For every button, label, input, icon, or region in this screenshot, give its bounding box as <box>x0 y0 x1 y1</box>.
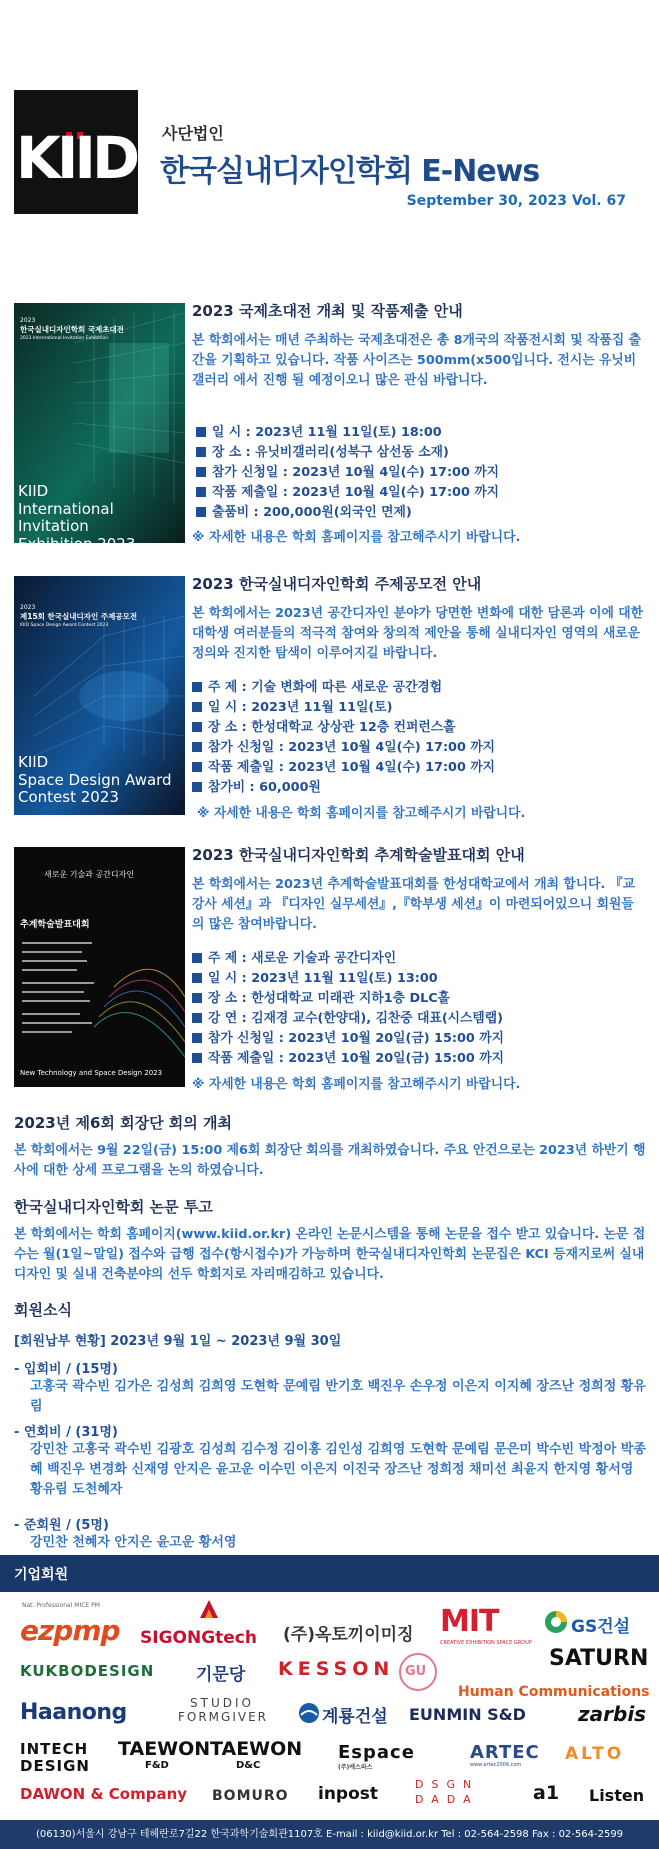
poster-background <box>14 847 185 1087</box>
sponsor-logo: SIGONGtech <box>140 1628 257 1648</box>
member-names: 강민찬 천혜자 안지은 윤고운 황서영 <box>30 1535 237 1550</box>
list-item: 출품비 : 200,000원(외국인 면제) <box>196 503 644 523</box>
issue-date: September 30, 2023 Vol. 67 <box>406 193 626 209</box>
note: ※ 자세한 내용은 학회 홈페이지를 참고해주시기 바랍니다. <box>192 530 521 545</box>
poster-title: 추계학술발표대회 <box>20 920 90 930</box>
section-autumn-conference <box>192 844 644 1092</box>
list-item: 참가 신청일 : 2023년 10월 4일(수) 17:00 까지 <box>192 738 644 758</box>
footer-contact: (06130)서울시 강남구 테헤란로7길22 한국과학기술회관1107호 E-mail : kiid@kiid.or.kr Tel : 02-564-2598 Fax : 02-564-2599 <box>0 1820 659 1849</box>
list-item: 주 제 : 새로운 기술과 공간디자인 <box>192 949 644 969</box>
sponsor-logo: FORMGIVER <box>178 1710 269 1724</box>
logo-text: KIID <box>15 124 137 192</box>
poster-title: 한국실내디자인학회 국제초대전 <box>20 325 125 334</box>
poster-subtitle: KIID Space Design Award Contest 2023 <box>20 623 109 628</box>
list-item: 장 소 : 유닛비갤러리(성북구 삼선동 소재) <box>196 443 644 463</box>
note: ※ 자세한 내용은 학회 홈페이지를 참고해주시기 바랍니다. <box>192 1077 521 1092</box>
poster-subtitle: 2023 International Invitation Exhibition <box>20 336 109 341</box>
sponsor-logo: GS건설 <box>571 1617 631 1637</box>
members-period: [회원납부 현황] 2023년 9월 1일 ~ 2023년 9월 30일 <box>14 1334 342 1349</box>
list-item: 일 시 : 2023년 11월 11일(토) 18:00 <box>196 423 644 443</box>
member-names: 고홍국 곽수빈 김가은 김성희 김희영 도현학 문예림 반기호 백진우 손우정 이은지 이지혜 장즈난 정희정 황유림 <box>30 1379 646 1414</box>
sponsor-logo: STUDIO <box>190 1696 254 1710</box>
list-item: 작품 제출일 : 2023년 10월 4일(수) 17:00 까지 <box>196 483 644 503</box>
section-paper-submission <box>14 1196 646 1285</box>
sponsor-logo: BOMURO <box>212 1788 289 1804</box>
sponsor-logo: SATURN <box>549 1646 649 1671</box>
org-prefix: 사단법인 <box>162 124 224 143</box>
sponsor-logo: TAEWON <box>210 1738 303 1760</box>
sponsor-logo: EUNMIN S&D <box>409 1705 526 1724</box>
sponsor-logo: ezpmp <box>20 1614 120 1647</box>
sponsor-logo: www.artec2006.com <box>470 1762 522 1768</box>
section-body: 본 학회에서는 매년 주최하는 국제초대전은 총 8개국의 작품전시회 및 작품집 출간을 기획하고 있습니다. 작품 사이즈는 500mm(x500입니다. 전시는 유닛비갤러리 에서 진행 될 예정이오니 많은 관심 바랍니다. <box>192 333 642 388</box>
list-item: 장 소 : 한성대학교 미래관 지하1층 DLC홀 <box>192 989 644 1009</box>
gs-logo-icon <box>544 1610 568 1634</box>
list-item: 일 시 : 2023년 11월 11일(토) 13:00 <box>192 969 644 989</box>
sponsor-logos <box>0 1592 659 1819</box>
sponsor-logo: Human Communications <box>458 1684 650 1700</box>
sponsor-logo: Espace <box>338 1742 415 1763</box>
section-board-meeting <box>14 1112 646 1181</box>
section-international-exhibition <box>192 300 644 545</box>
detail-list <box>192 678 644 798</box>
section-body: 본 학회에서는 학회 홈페이지(www.kiid.or.kr) 온라인 논문시스템을 통해 논문을 접수 받고 있습니다. 논문 접수는 월(1일~말일) 접수와 급행 접수(항시접수)가 가능하며 한국실내디자인학회 논문집은 KCI 등재지로써 실내디자인 및 실내 건축분야의 선두 학회지로 자리매김하고 있습니다. <box>14 1227 646 1282</box>
section-title: 한국실내디자인학회 논문 투고 <box>14 1198 213 1216</box>
sponsor-logo: (주)옥토끼이미징 <box>283 1625 414 1645</box>
member-names: 강민찬 고홍국 곽수빈 김광호 김성희 김수정 김이홍 김인성 김희영 도현학 문예림 문은미 박수빈 박정아 박종혜 백진우 변경화 신재영 안지은 윤고운 이수민 이은지 이진국 장즈난 정희정 채미선 최윤지 한지영 황서영 황유림 도천혜자 <box>30 1442 646 1497</box>
sponsor-logo: KUKBODESIGN <box>20 1662 155 1680</box>
section-title: 2023 한국실내디자인학회 주제공모전 안내 <box>192 575 482 593</box>
list-item: 일 시 : 2023년 11월 11일(토) <box>192 698 644 718</box>
list-item: 작품 제출일 : 2023년 10월 4일(수) 17:00 까지 <box>192 758 644 778</box>
poster-design-award[interactable] <box>14 576 185 815</box>
sponsor-logo: Listen <box>589 1786 645 1805</box>
sponsor-logo: KESSON <box>278 1658 395 1680</box>
list-item: 주 제 : 기술 변화에 따른 새로운 공간경험 <box>192 678 644 698</box>
section-design-award <box>192 573 644 821</box>
list-item: 강 연 : 김재경 교수(한양대), 김찬중 대표(시스템랩) <box>192 1009 644 1029</box>
poster-footer: New Technology and Space Design 2023 <box>20 1069 163 1077</box>
list-item: 장 소 : 한성대학교 상상관 12층 컨퍼런스홀 <box>192 718 644 738</box>
section-title: 2023년 제6회 회장단 회의 개최 <box>14 1114 232 1132</box>
poster-theme: 새로운 기술과 공간디자인 <box>44 870 135 879</box>
sponsors-title: 기업회원 <box>14 1567 69 1583</box>
note: ※ 자세한 내용은 학회 홈페이지를 참고해주시기 바랍니다. <box>197 806 526 821</box>
sponsor-logo: Nat. Professional MICE PM <box>22 1602 100 1609</box>
sponsor-logo: DSGN <box>415 1778 480 1791</box>
kiid-logo <box>14 90 138 214</box>
gyeryong-logo-icon <box>298 1702 320 1724</box>
sponsor-logo: Haanong <box>20 1700 127 1725</box>
sponsor-logo: DESIGN <box>20 1757 90 1775</box>
poster-big-title: KIID International Invitation Exhibition 2023 <box>18 482 136 554</box>
list-item: 참가 신청일 : 2023년 10월 4일(수) 17:00 까지 <box>196 463 644 483</box>
poster-autumn-conference[interactable] <box>14 847 185 1087</box>
section-title: 2023 한국실내디자인학회 추계학술발표대회 안내 <box>192 846 525 864</box>
list-item: 작품 제출일 : 2023년 10월 20일(금) 15:00 까지 <box>192 1049 644 1069</box>
sponsor-logo: F&D <box>145 1760 169 1771</box>
sigong-bird-icon <box>198 1598 220 1622</box>
member-group-label: - 입회비 / (15명) <box>14 1362 118 1377</box>
member-group-label: - 준회원 / (5명) <box>14 1518 109 1533</box>
poster-title: 제15회 한국실내디자인 주제공모전 <box>20 612 138 621</box>
sponsors-header <box>0 1555 659 1592</box>
sponsor-logo: MIT <box>440 1604 499 1639</box>
sponsor-logo: 계룡건설 <box>322 1707 388 1727</box>
detail-list <box>192 423 644 523</box>
section-body: 본 학회에서는 2023년 추계학술발표대회를 한성대학교에서 개최 합니다. 『교강사 세션』과 『디자인 실무세션』,『학부생 세션』이 마련되어있으니 회원들의 많은 참여바랍니다. <box>192 877 635 932</box>
poster-year: 2023 <box>20 604 36 611</box>
sponsor-logo: ALTO <box>565 1744 625 1764</box>
sponsor-logo: zarbis <box>578 1702 647 1726</box>
sponsor-logo: DAWON & Company <box>20 1785 188 1803</box>
section-body: 본 학회에서는 9월 22일(금) 15:00 제6회 회장단 회의를 개최하였습니다. 주요 안건으로는 2023년 하반기 행사에 대한 상세 프로그램을 논의 하였습니다. <box>14 1143 646 1178</box>
sponsor-logo: GU <box>405 1664 427 1679</box>
sponsor-logo: INTECH <box>20 1740 89 1758</box>
poster-international-exhibition[interactable] <box>14 303 185 554</box>
newsletter-title: 한국실내디자인학회 E-News <box>160 154 540 189</box>
sponsor-logo: TAEWON <box>118 1738 211 1760</box>
section-title: 회원소식 <box>14 1301 72 1319</box>
poster-year: 2023 <box>20 317 36 324</box>
list-item: 참가비 : 60,000원 <box>192 778 644 798</box>
sponsor-logo: DADA <box>415 1793 479 1806</box>
section-body: 본 학회에서는 2023년 공간디자인 분야가 당면한 변화에 대한 담론과 이에 대한 대학생 여러분들의 적극적 참여와 창의적 제안을 통해 실내디자인 영역의 새로운 정의와 진지한 탐색이 이루어지길 바랍니다. <box>192 606 644 661</box>
sponsor-logo: a1 <box>533 1782 560 1804</box>
section-members <box>14 1299 646 1553</box>
poster-big-title: KIID Space Design Award Contest 2023 <box>18 753 172 807</box>
detail-list <box>192 949 644 1069</box>
list-item: 참가 신청일 : 2023년 10월 20일(금) 15:00 까지 <box>192 1029 644 1049</box>
sponsor-logo: (주)에스파스 <box>338 1764 373 1771</box>
sponsor-logo: D&C <box>236 1760 261 1771</box>
sponsor-logo: CREATIVE EXHIBITION SPACE GROUP <box>440 1640 532 1646</box>
sponsor-logo: 기문당 <box>196 1665 246 1685</box>
member-group-label: - 연회비 / (31명) <box>14 1425 118 1440</box>
sponsor-logo: ARTEC <box>470 1742 540 1763</box>
section-title: 2023 국제초대전 개최 및 작품제출 안내 <box>192 302 463 320</box>
sponsor-logo: inpost <box>318 1784 379 1804</box>
